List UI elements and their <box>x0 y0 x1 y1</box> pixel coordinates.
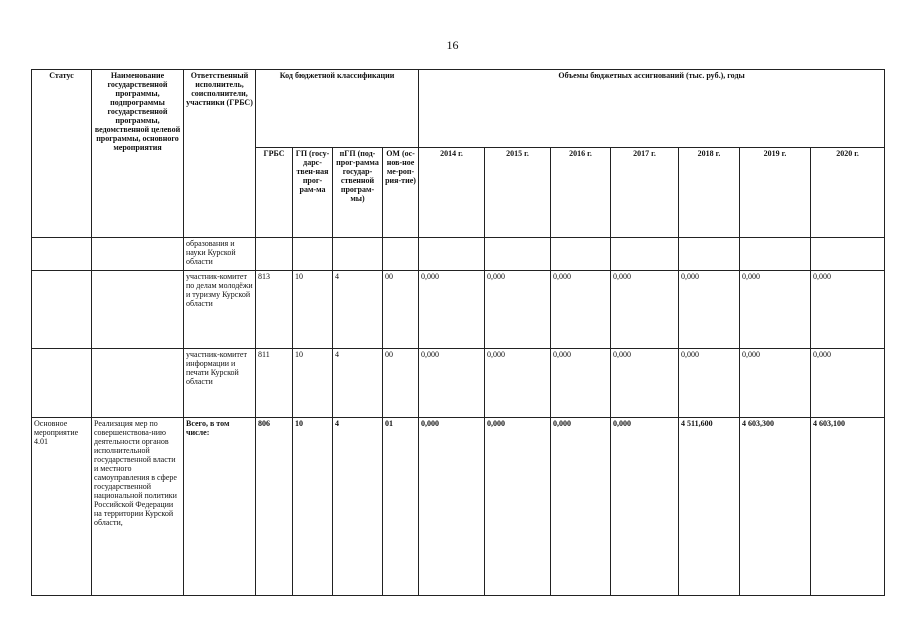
cell-grbs <box>256 238 293 271</box>
header-year: 2015 г. <box>485 148 551 238</box>
header-pgp: пГП (под-прог-рамма государ-ственной програм-мы) <box>333 148 383 238</box>
cell-value: 0,000 <box>551 349 611 418</box>
header-year: 2020 г. <box>811 148 885 238</box>
cell-status <box>32 349 92 418</box>
cell-status: Основное мероприятие 4.01 <box>32 418 92 596</box>
cell-value: 0,000 <box>419 271 485 349</box>
cell-gp: 10 <box>293 349 333 418</box>
cell-grbs: 811 <box>256 349 293 418</box>
header-responsible: Ответственный исполнитель, соисполнители, участники (ГРБС) <box>184 70 256 238</box>
header-volumes: Объемы бюджетных ассигнований (тыс. руб.), годы <box>419 70 885 148</box>
header-year: 2017 г. <box>611 148 679 238</box>
table-row <box>32 349 885 418</box>
cell-pgp: 4 <box>333 418 383 596</box>
cell-name <box>92 238 184 271</box>
cell-pgp <box>333 238 383 271</box>
cell-pgp: 4 <box>333 271 383 349</box>
table-row <box>32 418 885 596</box>
budget-table <box>31 69 885 596</box>
header-year: 2018 г. <box>679 148 740 238</box>
header-name: Наименование государственной программы, подпрограммы государственной программы, ведомственной целевой программы, основного мероприятия <box>92 70 184 238</box>
header-year: 2019 г. <box>740 148 811 238</box>
cell-value <box>611 238 679 271</box>
cell-om: 00 <box>383 349 419 418</box>
cell-name: Реализация мер по совершенствова-нию деятельности органов исполнительной государственной власти и местного самоуправления в сфере государственной национальной политики Российской Федерации на территории Курской области, <box>92 418 184 596</box>
header-gp: ГП (госу-дарс-твен-ная прог-рам-ма <box>293 148 333 238</box>
cell-responsible: участник-комитет по делам молодёжи и туризму Курской области <box>184 271 256 349</box>
cell-value: 0,000 <box>679 349 740 418</box>
cell-value: 0,000 <box>811 271 885 349</box>
cell-gp: 10 <box>293 271 333 349</box>
table-row <box>32 271 885 349</box>
cell-status <box>32 271 92 349</box>
cell-om: 00 <box>383 271 419 349</box>
cell-value: 0,000 <box>419 349 485 418</box>
cell-grbs: 813 <box>256 271 293 349</box>
header-grbs: ГРБС <box>256 148 293 238</box>
cell-value <box>419 238 485 271</box>
cell-name <box>92 349 184 418</box>
header-budget-code: Код бюджетной классификации <box>256 70 419 148</box>
cell-value: 0,000 <box>485 418 551 596</box>
cell-status <box>32 238 92 271</box>
cell-om: 01 <box>383 418 419 596</box>
header-year: 2014 г. <box>419 148 485 238</box>
table-row <box>32 238 885 271</box>
cell-value <box>740 238 811 271</box>
cell-value: 0,000 <box>611 418 679 596</box>
cell-value: 0,000 <box>485 271 551 349</box>
cell-value <box>551 238 611 271</box>
cell-value: 0,000 <box>485 349 551 418</box>
cell-value: 0,000 <box>611 349 679 418</box>
header-status: Статус <box>32 70 92 238</box>
cell-value <box>485 238 551 271</box>
cell-value <box>679 238 740 271</box>
cell-value: 4 511,600 <box>679 418 740 596</box>
cell-gp <box>293 238 333 271</box>
cell-value: 0,000 <box>811 349 885 418</box>
cell-responsible: образования и науки Курской области <box>184 238 256 271</box>
cell-value: 0,000 <box>611 271 679 349</box>
cell-value: 0,000 <box>740 349 811 418</box>
cell-responsible: участник-комитет информации и печати Курской области <box>184 349 256 418</box>
cell-value: 0,000 <box>740 271 811 349</box>
cell-om <box>383 238 419 271</box>
cell-value: 0,000 <box>551 271 611 349</box>
cell-value: 0,000 <box>551 418 611 596</box>
cell-value <box>811 238 885 271</box>
cell-value: 0,000 <box>679 271 740 349</box>
header-om: ОМ (ос-нов-ное ме-роп-рия-тие) <box>383 148 419 238</box>
header-year: 2016 г. <box>551 148 611 238</box>
cell-pgp: 4 <box>333 349 383 418</box>
cell-value: 4 603,100 <box>811 418 885 596</box>
cell-name <box>92 271 184 349</box>
cell-value: 4 603,300 <box>740 418 811 596</box>
page-number: 16 <box>446 38 459 52</box>
cell-responsible: Всего, в том числе: <box>184 418 256 596</box>
cell-grbs: 806 <box>256 418 293 596</box>
cell-gp: 10 <box>293 418 333 596</box>
cell-value: 0,000 <box>419 418 485 596</box>
